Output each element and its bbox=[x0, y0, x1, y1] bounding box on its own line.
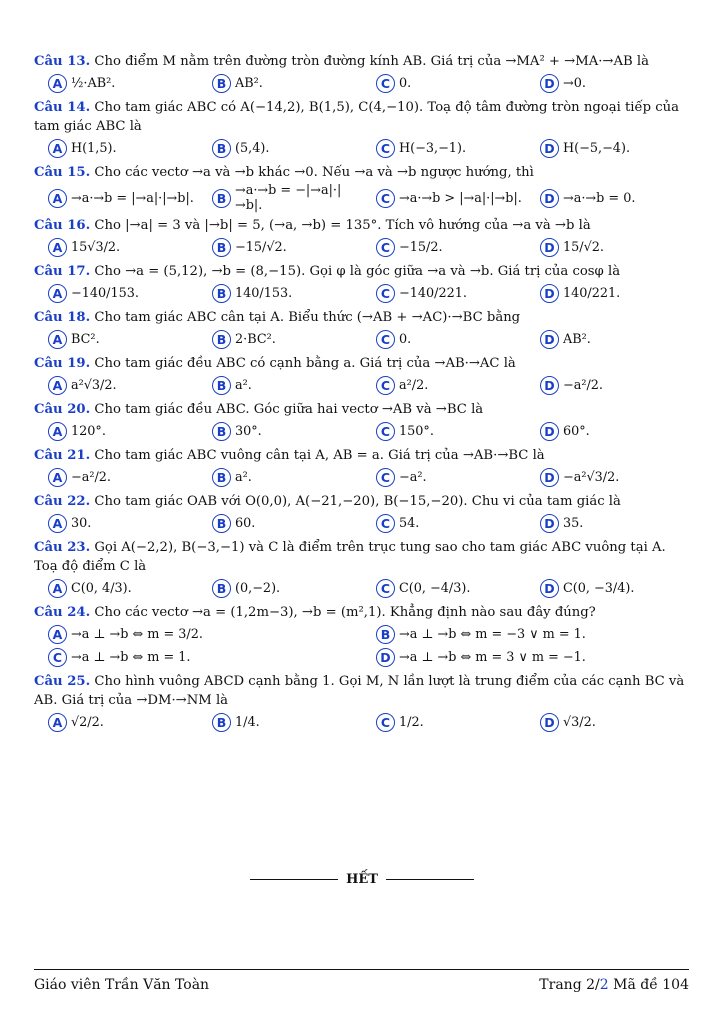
question-stem bbox=[34, 400, 690, 419]
option-text: 1/2. bbox=[399, 715, 424, 730]
question bbox=[34, 538, 690, 600]
option-letter-badge: B bbox=[212, 713, 231, 732]
option-text: −a²√3/2. bbox=[563, 470, 620, 485]
teacher-name: Giáo viên Trần Văn Toàn bbox=[34, 977, 210, 993]
option-text: a². bbox=[235, 470, 252, 485]
option-text: −140/153. bbox=[71, 286, 139, 301]
answer-options bbox=[34, 420, 690, 443]
option-text: H(−5,−4). bbox=[563, 141, 631, 156]
question bbox=[34, 163, 690, 213]
option-letter-badge: B bbox=[212, 139, 231, 158]
option-text: 2·BC². bbox=[235, 332, 276, 347]
answer-options bbox=[34, 711, 690, 734]
option-text: →a·→b = |→a|·|→b|. bbox=[71, 190, 194, 206]
option-text: ½·AB². bbox=[71, 76, 116, 91]
option-letter-badge: B bbox=[212, 189, 231, 208]
option-letter-badge: B bbox=[212, 514, 231, 533]
option-text: 0. bbox=[399, 332, 412, 347]
question-number: Câu 17. bbox=[34, 264, 91, 279]
option-text: √3/2. bbox=[563, 715, 596, 730]
option-letter-badge: D bbox=[540, 713, 559, 732]
answer-option[interactable] bbox=[34, 72, 198, 95]
option-text: (0,−2). bbox=[235, 581, 281, 596]
question bbox=[34, 52, 690, 95]
question-text: Cho tam giác ABC có A(−14,2), B(1,5), C(4,−10). Toạ độ tâm đường tròn ngoại tiếp của tam giác ABC là bbox=[34, 100, 680, 134]
answer-option[interactable] bbox=[34, 137, 198, 160]
divider bbox=[386, 879, 474, 880]
option-text: →a·→b > |→a|·|→b|. bbox=[399, 190, 522, 206]
answer-option[interactable] bbox=[526, 236, 690, 259]
answer-option[interactable] bbox=[362, 72, 526, 95]
option-text: 60°. bbox=[563, 424, 590, 439]
answer-option[interactable] bbox=[198, 282, 362, 305]
answer-option[interactable] bbox=[362, 512, 526, 535]
option-text: H(−3,−1). bbox=[399, 141, 467, 156]
answer-option[interactable] bbox=[198, 183, 362, 213]
question-stem bbox=[34, 262, 690, 281]
option-letter-badge: A bbox=[48, 189, 67, 208]
answer-option[interactable] bbox=[198, 236, 362, 259]
answer-options bbox=[34, 183, 690, 213]
answer-option[interactable] bbox=[34, 711, 198, 734]
option-text: 54. bbox=[399, 516, 420, 531]
option-letter-badge: C bbox=[376, 713, 395, 732]
question-text: Cho điểm M nằm trên đường tròn đường kính AB. Giá trị của →MA² + →MA·→AB là bbox=[94, 54, 649, 69]
answer-options bbox=[34, 374, 690, 397]
answer-option[interactable] bbox=[526, 374, 690, 397]
question bbox=[34, 446, 690, 489]
option-text: −a²/2. bbox=[71, 470, 112, 485]
option-text: −a². bbox=[399, 470, 427, 485]
option-letter-badge: C bbox=[48, 648, 67, 667]
option-text: 140/221. bbox=[563, 286, 621, 301]
question-number: Câu 21. bbox=[34, 448, 91, 463]
option-letter-badge: D bbox=[540, 238, 559, 257]
question-stem bbox=[34, 98, 690, 136]
question-text: Cho các vectơ →a = (1,2m−3), →b = (m²,1). Khẳng định nào sau đây đúng? bbox=[94, 605, 596, 620]
answer-option[interactable] bbox=[198, 512, 362, 535]
answer-option[interactable] bbox=[198, 577, 362, 600]
option-letter-badge: C bbox=[376, 579, 395, 598]
answer-option[interactable] bbox=[198, 466, 362, 489]
answer-option[interactable] bbox=[362, 236, 526, 259]
answer-options bbox=[34, 512, 690, 535]
option-text: →a ⊥ →b ⇔ m = 3 ∨ m = −1. bbox=[399, 650, 586, 665]
option-letter-badge: A bbox=[48, 139, 67, 158]
question-number: Câu 15. bbox=[34, 165, 91, 180]
answer-option[interactable] bbox=[34, 282, 198, 305]
option-letter-badge: B bbox=[212, 376, 231, 395]
answer-options bbox=[34, 328, 690, 351]
answer-options bbox=[34, 72, 690, 95]
option-text: 30. bbox=[71, 516, 92, 531]
end-text: HẾT bbox=[346, 872, 378, 887]
question-stem bbox=[34, 492, 690, 511]
option-text: C(0, −4/3). bbox=[399, 581, 471, 596]
question-text: Cho hình vuông ABCD cạnh bằng 1. Gọi M, N lần lượt là trung điểm của các cạnh BC và AB. Giá trị của →DM·→NM là bbox=[34, 674, 685, 708]
page-info: Trang 2/2 Mã đề 104 bbox=[539, 977, 689, 993]
answer-option[interactable] bbox=[526, 711, 690, 734]
option-text: →a·→b = −|→a|·|→b|. bbox=[235, 183, 342, 213]
answer-options bbox=[34, 623, 690, 669]
answer-options bbox=[34, 577, 690, 600]
question-number: Câu 22. bbox=[34, 494, 91, 509]
question-text: Cho các vectơ →a và →b khác →0. Nếu →a và →b ngược hướng, thì bbox=[94, 165, 534, 180]
option-letter-badge: B bbox=[212, 468, 231, 487]
option-text: 30°. bbox=[235, 424, 262, 439]
question-text: Cho |→a| = 3 và |→b| = 5, (→a, →b) = 135°. Tích vô hướng của →a và →b là bbox=[94, 218, 591, 233]
option-letter-badge: A bbox=[48, 625, 67, 644]
answer-option[interactable] bbox=[34, 623, 362, 646]
question-number: Câu 24. bbox=[34, 605, 91, 620]
option-text: √2/2. bbox=[71, 715, 104, 730]
option-letter-badge: D bbox=[540, 579, 559, 598]
option-text: 120°. bbox=[71, 424, 106, 439]
option-text: −15/2. bbox=[399, 240, 443, 255]
answer-option[interactable] bbox=[362, 420, 526, 443]
option-text: →a ⊥ →b ⇔ m = 3/2. bbox=[71, 627, 203, 642]
answer-options bbox=[34, 466, 690, 489]
option-letter-badge: D bbox=[540, 376, 559, 395]
option-letter-badge: B bbox=[376, 625, 395, 644]
option-text: a²√3/2. bbox=[71, 378, 117, 393]
question-text: Cho tam giác ABC cân tại A. Biểu thức (→AB + →AC)·→BC bằng bbox=[94, 310, 521, 325]
option-text: 15/√2. bbox=[563, 240, 604, 255]
option-letter-badge: D bbox=[540, 330, 559, 349]
question-number: Câu 23. bbox=[34, 540, 91, 555]
option-letter-badge: D bbox=[540, 514, 559, 533]
option-letter-badge: C bbox=[376, 330, 395, 349]
question bbox=[34, 672, 690, 734]
option-letter-badge: C bbox=[376, 238, 395, 257]
option-letter-badge: B bbox=[212, 284, 231, 303]
option-text: AB². bbox=[563, 332, 591, 347]
footer-divider bbox=[34, 969, 689, 970]
question bbox=[34, 308, 690, 351]
answer-option[interactable] bbox=[34, 328, 198, 351]
answer-option[interactable] bbox=[34, 646, 362, 669]
question bbox=[34, 262, 690, 305]
option-letter-badge: C bbox=[376, 422, 395, 441]
question-number: Câu 14. bbox=[34, 100, 91, 115]
question-number: Câu 18. bbox=[34, 310, 91, 325]
option-text: AB². bbox=[235, 76, 263, 91]
option-text: a²/2. bbox=[399, 378, 429, 393]
option-letter-badge: A bbox=[48, 238, 67, 257]
answer-option[interactable] bbox=[34, 420, 198, 443]
question bbox=[34, 400, 690, 443]
answer-option[interactable] bbox=[362, 282, 526, 305]
answer-option[interactable] bbox=[526, 282, 690, 305]
answer-option[interactable] bbox=[34, 236, 198, 259]
option-text: →0. bbox=[563, 76, 586, 91]
question-stem bbox=[34, 163, 690, 182]
answer-option[interactable] bbox=[362, 577, 526, 600]
answer-options bbox=[34, 282, 690, 305]
question-stem bbox=[34, 672, 690, 710]
question-stem bbox=[34, 308, 690, 327]
option-text: C(0, −3/4). bbox=[563, 581, 635, 596]
option-letter-badge: D bbox=[376, 648, 395, 667]
option-text: 35. bbox=[563, 516, 584, 531]
question bbox=[34, 216, 690, 259]
answer-option[interactable] bbox=[362, 374, 526, 397]
answer-option[interactable] bbox=[198, 72, 362, 95]
question-text: Cho tam giác ABC vuông cân tại A, AB = a. Giá trị của →AB·→BC là bbox=[94, 448, 545, 463]
question-stem bbox=[34, 216, 690, 235]
option-letter-badge: D bbox=[540, 74, 559, 93]
answer-option[interactable] bbox=[362, 328, 526, 351]
option-text: →a·→b = 0. bbox=[563, 190, 636, 206]
option-text: C(0, 4/3). bbox=[71, 581, 132, 596]
end-marker bbox=[0, 872, 724, 887]
option-text: −140/221. bbox=[399, 286, 467, 301]
answer-option[interactable] bbox=[526, 183, 690, 213]
option-letter-badge: C bbox=[376, 189, 395, 208]
answer-option[interactable] bbox=[362, 623, 690, 646]
option-text: 140/153. bbox=[235, 286, 293, 301]
option-text: −15/√2. bbox=[235, 240, 287, 255]
footer bbox=[34, 977, 689, 993]
question-number: Câu 19. bbox=[34, 356, 91, 371]
answer-option[interactable] bbox=[526, 420, 690, 443]
answer-option[interactable] bbox=[34, 512, 198, 535]
option-letter-badge: D bbox=[540, 189, 559, 208]
answer-option[interactable] bbox=[526, 577, 690, 600]
question-list bbox=[34, 52, 690, 737]
option-letter-badge: B bbox=[212, 422, 231, 441]
answer-option[interactable] bbox=[198, 711, 362, 734]
answer-option[interactable] bbox=[362, 466, 526, 489]
option-text: 60. bbox=[235, 516, 256, 531]
answer-option[interactable] bbox=[362, 711, 526, 734]
question bbox=[34, 492, 690, 535]
option-letter-badge: B bbox=[212, 238, 231, 257]
answer-options bbox=[34, 236, 690, 259]
answer-option[interactable] bbox=[526, 72, 690, 95]
question-stem bbox=[34, 603, 690, 622]
option-letter-badge: C bbox=[376, 284, 395, 303]
option-text: 0. bbox=[399, 76, 412, 91]
option-letter-badge: C bbox=[376, 468, 395, 487]
option-letter-badge: C bbox=[376, 74, 395, 93]
option-letter-badge: C bbox=[376, 139, 395, 158]
answer-option[interactable] bbox=[34, 374, 198, 397]
option-letter-badge: D bbox=[540, 468, 559, 487]
option-letter-badge: A bbox=[48, 514, 67, 533]
question-number: Câu 25. bbox=[34, 674, 91, 689]
answer-option[interactable] bbox=[526, 137, 690, 160]
option-text: a². bbox=[235, 378, 252, 393]
question-stem bbox=[34, 52, 690, 71]
option-text: →a ⊥ →b ⇔ m = −3 ∨ m = 1. bbox=[399, 627, 586, 642]
option-text: BC². bbox=[71, 332, 100, 347]
option-letter-badge: D bbox=[540, 284, 559, 303]
question-stem bbox=[34, 354, 690, 373]
question-number: Câu 20. bbox=[34, 402, 91, 417]
option-letter-badge: A bbox=[48, 284, 67, 303]
answer-option[interactable] bbox=[34, 466, 198, 489]
option-letter-badge: B bbox=[212, 579, 231, 598]
question-number: Câu 13. bbox=[34, 54, 91, 69]
question-text: Gọi A(−2,2), B(−3,−1) và C là điểm trên trục tung sao cho tam giác ABC vuông tại A. Toạ độ điểm C là bbox=[34, 540, 666, 574]
option-letter-badge: B bbox=[212, 330, 231, 349]
answer-option[interactable] bbox=[526, 512, 690, 535]
question bbox=[34, 354, 690, 397]
question-text: Cho tam giác đều ABC có cạnh bằng a. Giá trị của →AB·→AC là bbox=[94, 356, 516, 371]
question-number: Câu 16. bbox=[34, 218, 91, 233]
option-text: 15√3/2. bbox=[71, 240, 121, 255]
option-letter-badge: C bbox=[376, 514, 395, 533]
option-text: →a ⊥ →b ⇔ m = 1. bbox=[71, 650, 191, 665]
option-letter-badge: A bbox=[48, 330, 67, 349]
option-letter-badge: A bbox=[48, 376, 67, 395]
option-letter-badge: A bbox=[48, 579, 67, 598]
question bbox=[34, 603, 690, 669]
answer-option[interactable] bbox=[34, 183, 198, 213]
answer-option[interactable] bbox=[526, 328, 690, 351]
question-stem bbox=[34, 538, 690, 576]
option-text: (5,4). bbox=[235, 141, 270, 156]
answer-option[interactable] bbox=[526, 466, 690, 489]
answer-option[interactable] bbox=[362, 137, 526, 160]
option-letter-badge: A bbox=[48, 713, 67, 732]
question-stem bbox=[34, 446, 690, 465]
question bbox=[34, 98, 690, 160]
answer-option[interactable] bbox=[34, 577, 198, 600]
option-text: 1/4. bbox=[235, 715, 260, 730]
divider bbox=[250, 879, 338, 880]
answer-option[interactable] bbox=[198, 374, 362, 397]
option-letter-badge: D bbox=[540, 139, 559, 158]
question-text: Cho →a = (5,12), →b = (8,−15). Gọi φ là góc giữa →a và →b. Giá trị của cosφ là bbox=[94, 264, 621, 279]
option-letter-badge: C bbox=[376, 376, 395, 395]
answer-option[interactable] bbox=[362, 646, 690, 669]
option-letter-badge: D bbox=[540, 422, 559, 441]
option-letter-badge: B bbox=[212, 74, 231, 93]
option-letter-badge: A bbox=[48, 422, 67, 441]
answer-options bbox=[34, 137, 690, 160]
answer-option[interactable] bbox=[362, 183, 526, 213]
question-text: Cho tam giác OAB với O(0,0), A(−21,−20), B(−15,−20). Chu vi của tam giác là bbox=[94, 494, 621, 509]
question-text: Cho tam giác đều ABC. Góc giữa hai vectơ →AB và →BC là bbox=[94, 402, 484, 417]
option-letter-badge: A bbox=[48, 468, 67, 487]
answer-option[interactable] bbox=[198, 420, 362, 443]
option-letter-badge: A bbox=[48, 74, 67, 93]
answer-option[interactable] bbox=[198, 137, 362, 160]
option-text: H(1,5). bbox=[71, 141, 117, 156]
answer-option[interactable] bbox=[198, 328, 362, 351]
option-text: 150°. bbox=[399, 424, 434, 439]
option-text: −a²/2. bbox=[563, 378, 604, 393]
